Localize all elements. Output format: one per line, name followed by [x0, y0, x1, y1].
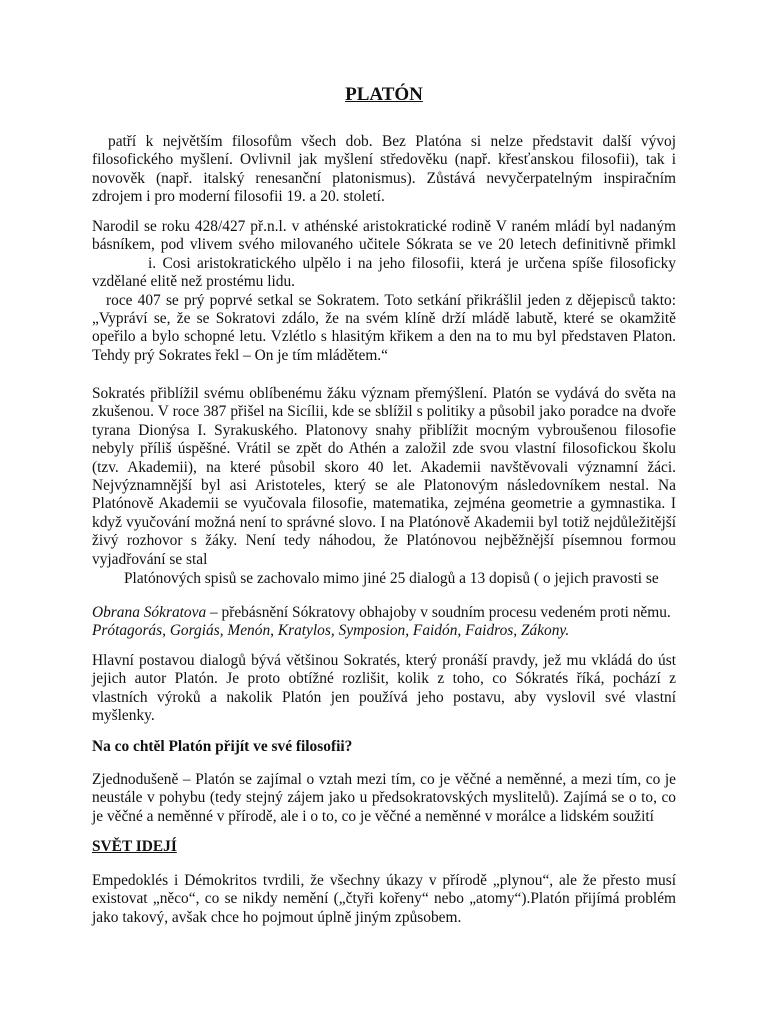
text-line: novověk (např. italský renesanční platonismus). Zůstává nevyčerpatelným inspiračním — [92, 169, 676, 187]
text-line: (tzv. Akademii), na které působil skoro 40 let. Akademii navštěvovali významní žáci. — [92, 458, 676, 476]
paragraph-intro — [92, 133, 676, 207]
text-line: Narodil se roku 428/427 př.n.l. v athénské aristokratické rodině V raném mládí byl nadaným — [92, 218, 676, 235]
paragraph-works — [92, 570, 676, 588]
text-line: roce 407 se prý poprvé setkal se Sokratem. Toto setkání přikrášlil jeden z dějepisců takto: — [106, 291, 676, 309]
text-line: Hlavní postavou dialogů bývá většinou Sokratés, který pronáší pravdy, jež mu vkládá do úst — [92, 652, 676, 669]
text-line: živý rozhovor s žáky. Není tedy náhodou, že Platónovou nejběžnější písemnou formou — [92, 532, 676, 550]
text-line: vlastních výroků a nakolik Platón jen používá jeho postavu, aby vyslovil své vlastní — [92, 688, 676, 706]
text-line: Tehdy prý Sokrates řekl – On je tím mládětem.“ — [92, 346, 388, 364]
text-line: zkušenou. V roce 387 přišel na Sicílii, kde se sblížil s politiky a působil jako poradce na dvoře — [92, 403, 676, 421]
text-line: i. Cosi aristokratického ulpělo i na jeho filosofii, která je určena spíše filosoficky — [148, 254, 676, 272]
text-line: myšlenky. — [92, 707, 155, 725]
text-line: básníkem, pod vlivem svého milovaného učitele Sókrata se ve 20 letech definitivně přimkl — [92, 236, 676, 254]
text-line: když vyučování možná není to správné slovo. I na Platónově Akademii byl totiž nejdůležitější — [92, 513, 676, 531]
text-line: SVĚT IDEJÍ — [92, 838, 177, 855]
text-line: neustále v pohybu (tedy stejný zájem jako u předsokratovských myslitelů). Zajímá se o to, co — [92, 789, 676, 807]
dialogue-list: Prótagorás, Gorgiás, Menón, Kratylos, Symposion, Faidón, Faidros, Zákony. — [92, 622, 570, 640]
paragraph-socrates — [92, 385, 676, 569]
text-line: Empedoklés i Démokritos tvrdili, že všechny úkazy v přírodě „plynou“, ale že přesto musí — [92, 872, 676, 889]
text-line: existovat „něco“, co se nikdy nemění („čtyři kořeny“ nebo „atomy“).Platón přijímá problém — [92, 890, 676, 908]
text-line: nebyly příliš úspěšné. Vrátil se zpět do Athén a založil zde svou vlastní filosofickou školu — [92, 440, 676, 458]
text-line: Zjednodušeně – Platón se zajímal o vztah mezi tím, co je věčné a neměnné, a mezi tím, co je — [92, 771, 676, 788]
text-line: jejich autor Platón. Je proto obtížné rozlišit, kolik z toho, co Sókratés říká, pochází z — [92, 670, 676, 688]
text-line: patří k největším filosofům všech dob. Bez Platóna si nelze představit další vývoj — [108, 133, 676, 150]
text-line — [92, 604, 676, 622]
work-title: Obrana Sókratova — [92, 604, 207, 621]
text-line: jako takový, avšak chce ho pojmout úplně jiným způsobem. — [92, 908, 462, 926]
text-line: tyrana Dionýsa I. Syrakuského. Platonovy snahy přiblížit mocným vybroušenou filosofie — [92, 421, 676, 439]
text-line: filosofického myšlení. Ovlivnil jak myšlení středověku (např. křesťanskou filosofii), tak i — [92, 151, 676, 169]
question-heading — [92, 738, 676, 756]
text-line: Nejvýznamnější byl asi Aristoteles, který se ale Platonovým následovníkem nestal. Na — [92, 477, 676, 495]
text-line: „Vypráví se, že se Sokratovi zdálo, že na svém klíně drží mládě labutě, které se okamžitě — [92, 310, 676, 328]
paragraph-dialogues — [92, 652, 676, 726]
section-heading — [92, 838, 676, 856]
page-title: PLATÓN — [345, 84, 423, 105]
text-line: Na co chtěl Platón přijít ve své filosofii? — [92, 738, 353, 755]
text-span: – přebásnění Sókratovy obhajoby v soudním procesu vedeném proti němu. — [206, 604, 671, 621]
paragraph-apology — [92, 604, 676, 641]
text-line: je věčné a neměnné v přírodě, ale i o to, co je věčné a neměnné v morálce a lidském soužití — [92, 807, 654, 825]
paragraph-birth — [92, 218, 676, 365]
text-line: opeřilo a bylo schopné letu. Vzlétlo s hlasitým křikem a den na to mu byl představen Platon. — [92, 328, 676, 346]
text-line: Sokratés přiblížil svému oblíbenému žáku význam přemýšlení. Platón se vydává do světa na — [92, 385, 676, 402]
paragraph-simplified — [92, 771, 676, 826]
text-line: vyjadřování se stal — [92, 550, 208, 568]
paragraph-ideas — [92, 872, 676, 927]
text-line: vzdělané elitě než prostému lidu. — [92, 273, 295, 291]
text-line: zdrojem i pro moderní filosofii 19. a 20. století. — [92, 188, 385, 206]
text-line: Platónově Akademii se vyučovala filosofie, matematika, zejména geometrie a gymnastika. I — [92, 495, 676, 513]
text-line: Platónových spisů se zachovalo mimo jiné 25 dialogů a 13 dopisů ( o jejich pravosti se — [124, 570, 659, 587]
